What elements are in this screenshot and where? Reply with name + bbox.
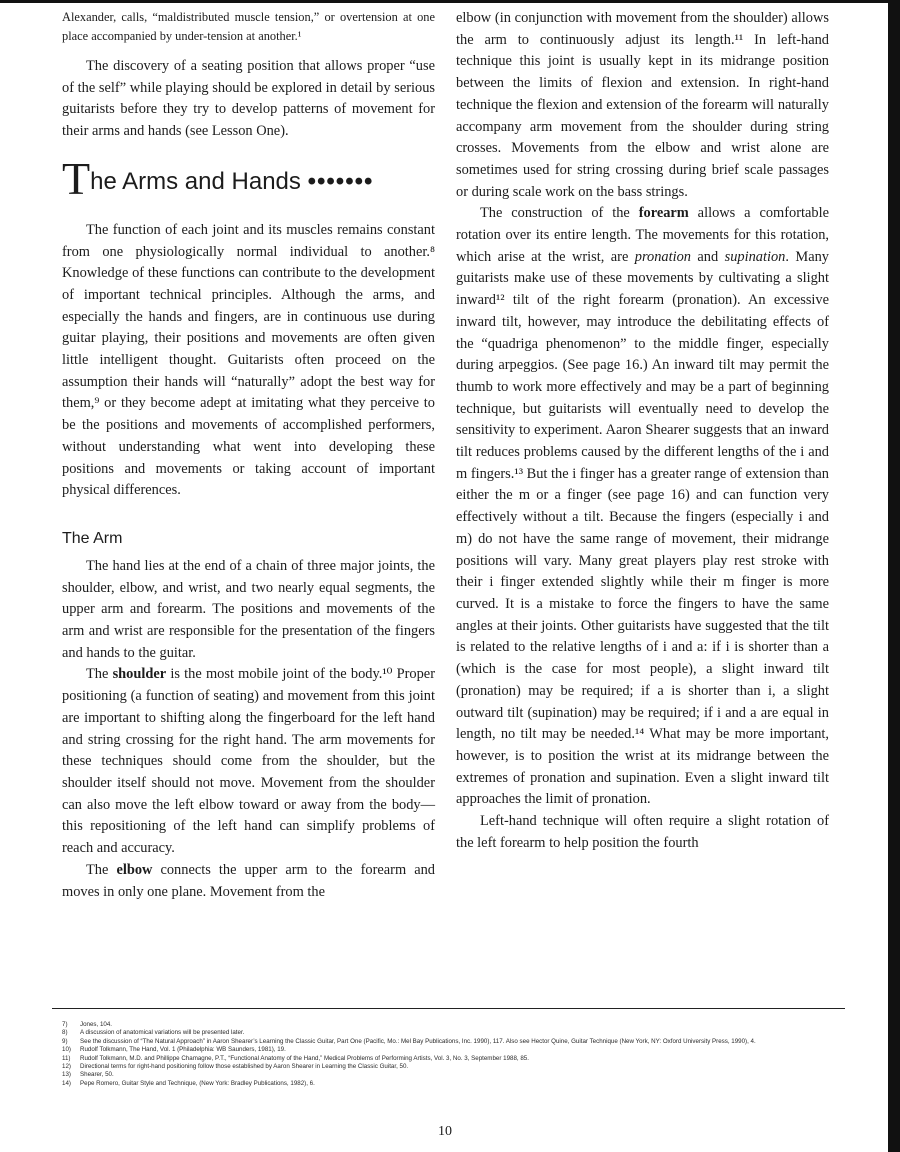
paragraph-shoulder	[62, 664, 435, 859]
term-shoulder: shoulder	[112, 666, 167, 683]
footnote-number: 11)	[62, 1054, 71, 1062]
subheading-the-arm: The Arm	[62, 529, 123, 547]
footnote-number: 10)	[62, 1046, 71, 1054]
text-run: The	[86, 861, 117, 878]
paragraph-left-hand-technique: Left-hand technique will often require a slight rotation of the left forearm to help position the fourth	[456, 813, 829, 851]
footnote-text: A discussion of anatomical variations will be presented later.	[80, 1029, 245, 1037]
footnote-divider	[52, 1008, 845, 1009]
footnote-number: 8)	[62, 1029, 68, 1037]
scan-top-edge	[0, 0, 900, 3]
footnote-number: 9)	[62, 1037, 68, 1045]
page-number: 10	[438, 1124, 452, 1139]
section-title-dots: •••••••	[307, 167, 374, 195]
footnote	[62, 1063, 832, 1071]
footnote-text: Pepe Romero, Guitar Style and Technique, (New York: Bradley Publications, 1982), 6.	[80, 1079, 315, 1087]
section-title-text: he Arms and Hands	[90, 167, 301, 195]
footnotes	[62, 1021, 832, 1088]
term-pronation: pronation	[634, 248, 691, 265]
footnote	[62, 1038, 832, 1046]
footnote-number: 13)	[62, 1071, 71, 1079]
paragraph-elbow	[62, 860, 435, 903]
footnote	[62, 1021, 832, 1029]
footnote-number: 7)	[62, 1021, 68, 1028]
term-forearm: forearm	[638, 205, 689, 222]
text-run: allows a comfortable rotation over its entire length. The movements for this rotation, which arise at the wrist, are	[456, 205, 829, 265]
left-column	[62, 8, 435, 903]
footnote-number: 14)	[62, 1079, 71, 1087]
section-title-arms-and-hands	[62, 152, 435, 204]
text-run: The construction of the	[480, 205, 639, 222]
footnote	[62, 1046, 832, 1054]
footnote-text: Rudolf Tolkmann, M.D. and Phillippe Chamagne, P.T., “Functional Anatomy of the Hand,” Medical Problems of Performing Artists, Vol. 3, No. 3, September 1988, 85.	[80, 1054, 529, 1062]
scan-right-edge	[888, 0, 900, 1152]
paragraph-hand-chain: The hand lies at the end of a chain of three major joints, the shoulder, elbow, and wrist, and two nearly equal segments, the upper arm and forearm. The positions and movements of the arm and wrist are responsible for the presentation of the fingers and hands to the guitar.	[62, 557, 435, 661]
footnote-number: 12)	[62, 1063, 71, 1071]
footnote	[62, 1029, 832, 1037]
paragraph-elbow-continued: elbow (in conjunction with movement from the shoulder) allows the arm to continuously adjust its length.¹¹ In left-hand technique this joint is usually kept in its midrange position between the limits of flexion and extension. In right-hand technique the flexion and extension of the forearm will naturally accompany arm movement from the shoulder during string crosses. Movements from the elbow and wrist alone are sometimes used for string crossing during brief scale passages or during scale work on the bass strings.	[456, 10, 829, 200]
footnote-text: Rudolf Tolkmann, The Hand, Vol. 1 (Philadelphia: WB Saunders, 1981), 19.	[80, 1046, 286, 1054]
right-column	[456, 8, 829, 854]
paragraph-alexander-quote: Alexander, calls, “maldistributed muscle tension,” or overtension at one place accompanied by under-tension at another.¹	[62, 10, 435, 43]
footnote-text: Shearer, 50.	[80, 1071, 114, 1079]
footnote-text: Jones, 104.	[80, 1021, 112, 1028]
text-run: The	[86, 666, 113, 683]
footnote-text: Directional terms for right-hand positioning follow those established by Aaron Shearer in Learning the Classic Guitar, 50.	[80, 1063, 409, 1071]
footnote	[62, 1071, 832, 1079]
paragraph-seating-discovery: The discovery of a seating position that allows proper “use of the self” while playing should be explored in detail by serious guitarists before they try to develop patterns of movement for their arms and hands (see Lesson One).	[62, 58, 435, 140]
paragraph-joint-function: The function of each joint and its muscles remains constant from one physiologically normal individual to another.⁸ Knowledge of these functions can contribute to the development of important technical principles. Although the arms, and especially the hands and fingers, are in continuous use during guitar playing, their positions and movements are often given little intelligent thought. Guitarists often proceed on the assumption their hands will “naturally” adopt the best way for them,⁹ or they become adept at imitating what they perceive to be the positions and movements of accomplished performers, without understanding what went into developing these positions and movements or taking account of important physical differences.	[62, 221, 435, 499]
term-supination: supination	[724, 248, 786, 265]
text-run: . Many guitarists make use of these movements by cultivating a slight inward¹² tilt of the right forearm (pronation). An excessive inward tilt, however, may introduce the debilitating effects of the “quadriga phenomenon” to the middle finger, especially during arpeggios. (See page 16.) An inward tilt may permit the thumb to work more effectively and may be a part of beginning technique, but guitarists will eventually need to develop the sensitivity to experiment. Aaron Shearer suggests that an inward tilt reduces problems caused by the different lengths of the i and m fingers.¹³ But the i finger has a greater range of extension than either the m or a finger (see page 16) and can function very effectively without a tilt. Because the fingers (especially i and m) do not have the same range of movement, their midrange positions will vary. Many great players play rest stroke with their i finger extended slightly while their m finger is more curved. It is a mistake to force the fingers to have the same angles at their joints. Other guitarists have suggested that the tilt is related to the relative lengths of i and a: if i is shorter than a (which is the case for most people), a slight inward tilt (pronation) may be required; if a is shorter than i, a slight outward tilt (supination) may be required; if i and a are equal in length, no tilt may be needed.¹⁴ What may be more important, however, is to position the wrist at its midrange between the extremes of pronation and supination. Even a slight inward tilt approaches the limit of pronation.	[456, 248, 829, 808]
footnote	[62, 1055, 832, 1063]
footnote-text: See the discussion of “The Natural Approach” in Aaron Shearer’s Learning the Classic Guitar, Part One (Pacific, Mo.: Mel Bay Publications, Inc. 1990), 117. Also see Hector Quine, Guitar Technique (New York, NY: Oxford University Press, 1990), 4.	[80, 1037, 756, 1045]
term-elbow: elbow	[116, 861, 153, 878]
section-title-initial: T	[62, 152, 91, 204]
text-run: and	[690, 248, 725, 265]
text-run: is the most mobile joint of the body.¹⁰ Proper positioning (a function of seating) and movement from this joint are important to shifting along the fingerboard for the left hand and string crossing for the right hand. The arm movements for these techniques should come from the shoulder, but the shoulder itself should not move. Movement from the shoulder can also move the left elbow toward or away from the body—this repositioning of the left hand can simplify problems of reach and accuracy.	[62, 666, 435, 857]
text-run: connects the upper arm to the forearm and moves in only one plane. Movement from the	[62, 861, 435, 900]
footnote	[62, 1080, 832, 1088]
paragraph-forearm	[456, 203, 829, 811]
